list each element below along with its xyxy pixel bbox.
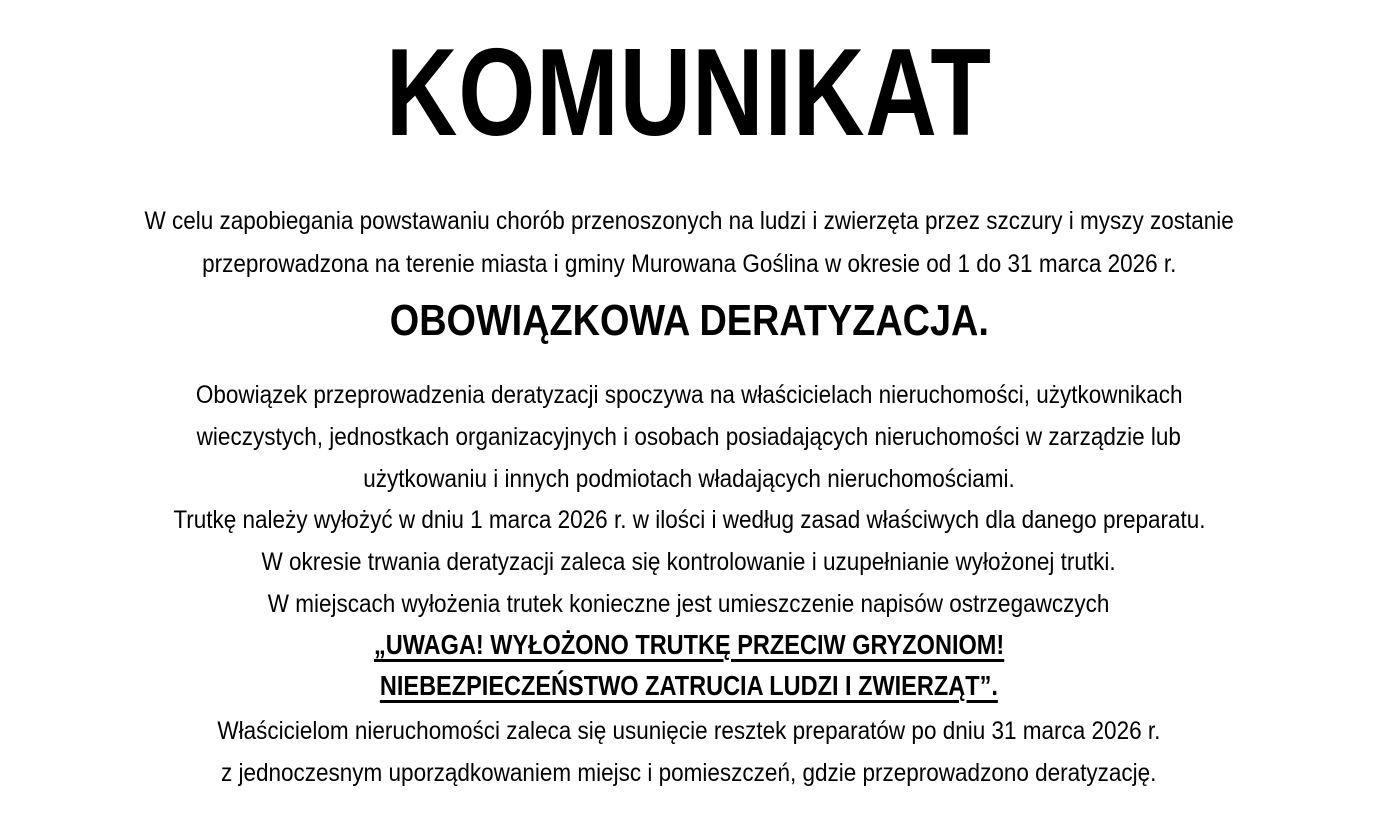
- body-line-5: [0, 541, 1378, 583]
- body-line-2: [0, 416, 1378, 458]
- warning-text: „UWAGA! WYŁOŻONO TRUTKĘ PRZECIW GRYZONIOM!: [373, 629, 1005, 660]
- document-title-text: KOMUNIKAT: [385, 24, 992, 162]
- closing-text: z jednoczesnym uporządkowaniem miejsc i pomieszczeń, gdzie przeprowadzono deratyzację.: [221, 759, 1157, 787]
- intro-line-1: [0, 200, 1378, 242]
- body-line-1: [0, 374, 1378, 416]
- body-text: użytkowaniu i innych podmiotach władających nieruchomościami.: [363, 465, 1015, 493]
- intro-line-2: [0, 243, 1378, 285]
- warning-text: NIEBEZPIECZEŃSTWO ZATRUCIA LUDZI I ZWIERZĄT”.: [379, 670, 999, 701]
- body-line-6: [0, 583, 1378, 625]
- closing-line-2: [0, 752, 1378, 794]
- section-heading: [0, 292, 1378, 350]
- closing-line-1: [0, 710, 1378, 752]
- body-line-3: [0, 458, 1378, 500]
- body-text: Trutkę należy wyłożyć w dniu 1 marca 2026 r. w ilości i według zasad właściwych dla danego preparatu.: [172, 506, 1206, 534]
- warning-line-1: [0, 625, 1378, 665]
- body-line-4: [0, 499, 1378, 541]
- intro-text: W celu zapobiegania powstawaniu chorób przenoszonych na ludzi i zwierzęta przez szczury i myszy zostanie: [144, 207, 1234, 235]
- body-text: Obowiązek przeprowadzenia deratyzacji spoczywa na właścicielach nieruchomości, użytkownikach: [195, 381, 1183, 409]
- document-title: [0, 18, 1378, 168]
- body-text: wieczystych, jednostkach organizacyjnych i osobach posiadających nieruchomości w zarządzie lub: [196, 423, 1182, 451]
- warning-line-2: [0, 666, 1378, 706]
- body-text: W miejscach wyłożenia trutek konieczne jest umieszczenie napisów ostrzegawczych: [268, 590, 1110, 618]
- body-text: W okresie trwania deratyzacji zaleca się kontrolowanie i uzupełnianie wyłożonej trutki.: [261, 548, 1117, 576]
- closing-text: Właścicielom nieruchomości zaleca się usunięcie resztek preparatów po dniu 31 marca 2026 r.: [217, 717, 1161, 745]
- section-heading-text: OBOWIĄZKOWA DERATYZACJA.: [389, 296, 989, 345]
- intro-text: przeprowadzona na terenie miasta i gminy Murowana Goślina w okresie od 1 do 31 marca 2026 r.: [201, 250, 1177, 278]
